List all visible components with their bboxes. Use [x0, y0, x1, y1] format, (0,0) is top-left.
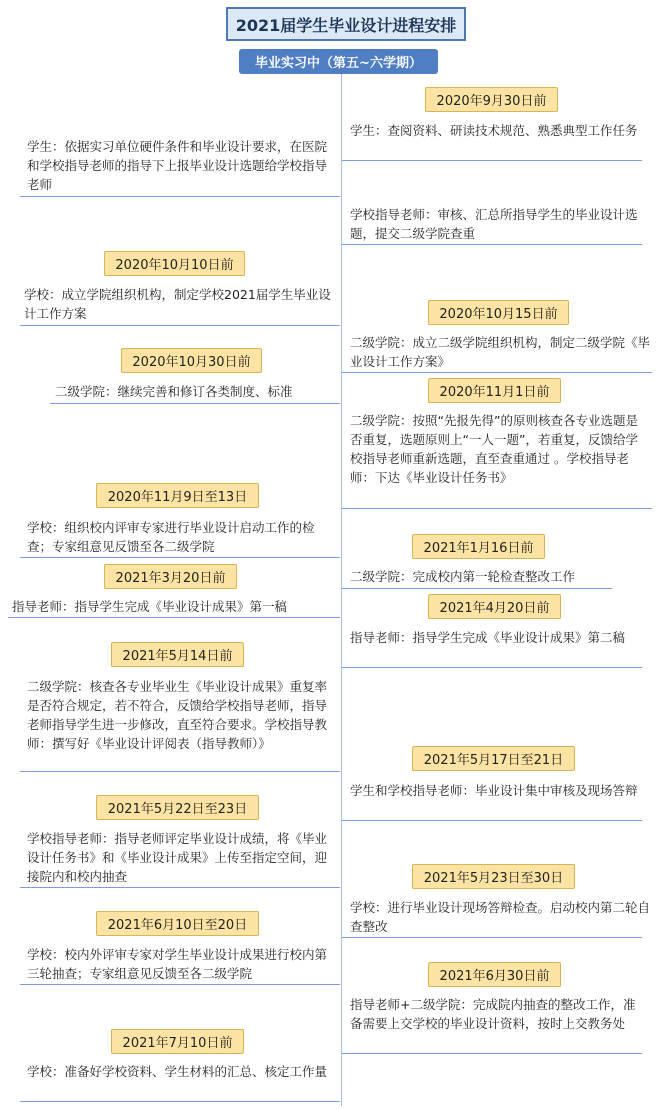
left-event-8-date: 2021年6月10日至20日: [96, 911, 259, 936]
left-event-9-date: 2021年7月10日前: [111, 1029, 244, 1054]
right-event-5-date: 2021年1月16日前: [412, 534, 545, 559]
right-event-1-date: 2020年9月30日前: [425, 87, 558, 112]
left-event-1-rule: [20, 196, 340, 197]
left-event-5-date: 2021年3月20日前: [104, 564, 237, 589]
right-event-8-date: 2021年5月23日至30日: [412, 864, 575, 889]
right-event-4-rule: [342, 508, 652, 509]
left-event-4-date: 2020年11月9日至13日: [96, 483, 259, 508]
right-event-6-date: 2021年4月20日前: [428, 594, 561, 619]
left-event-6-text: 二级学院：核查各专业毕业生《毕业设计成果》重复率是否符合规定，若不符合，反馈给学校指导老师，指导老师指导学生进一步修改，直至符合要求。学校指导教师：撰写好《毕业设计评阅表（指导教师）》: [27, 679, 328, 751]
left-event-8-rule: [20, 984, 340, 985]
right-event-9-date: 2021年6月30日前: [428, 962, 561, 987]
right-event-9-rule: [342, 1053, 642, 1054]
right-event-3-rule: [342, 372, 652, 373]
right-event-9-text: 指导老师+二级学院：完成院内抽查的整改工作，准备需要上交学校的毕业设计资料，按时上交教务处: [350, 997, 636, 1031]
right-event-2-text: 学校指导老师：审核、汇总所指导学生的毕业设计选题，提交二级学院查重: [350, 207, 638, 241]
phase-header: 毕业实习中（第五~六学期）: [239, 49, 438, 74]
left-event-8-text: 学校：校内外评审专家对学生毕业设计成果进行校内第三轮抽查；专家组意见反馈至各二级学院: [27, 947, 328, 981]
right-event-7-date: 2021年5月17日至21日: [412, 746, 575, 771]
page-title: 2021届学生毕业设计进程安排: [226, 7, 466, 41]
left-event-6-rule: [20, 771, 340, 772]
left-event-2-text: 学校：成立学院组织机构，制定学校2021届学生毕业设计工作方案: [24, 287, 331, 321]
right-event-5-rule: [342, 588, 612, 589]
left-event-2-date: 2020年10月10日前: [104, 251, 245, 276]
right-event-5-text: 二级学院：完成校内第一轮检查整改工作: [350, 569, 576, 584]
right-event-4-text: 二级学院：按照“先报先得”的原则核查各专业选题是否重复，选题原则上“一人一题”，若重复，反馈给学校指导老师重新选题，直至查重通过 。学校指导老师：下达《毕业设计任务书》: [350, 413, 638, 485]
left-event-7-rule: [20, 887, 340, 888]
left-event-3-text: 二级学院：继续完善和修订各类制度、标准: [55, 384, 293, 399]
right-event-4-date: 2020年11月1日前: [428, 378, 561, 403]
right-event-7-text: 学生和学校指导老师：毕业设计集中审核及现场答辩: [350, 783, 638, 798]
right-event-3-date: 2020年10月15日前: [428, 300, 569, 325]
left-event-4-text: 学校：组织校内评审专家进行毕业设计启动工作的检查；专家组意见反馈至各二级学院: [27, 520, 315, 554]
left-event-6-date: 2021年5月14日前: [111, 642, 244, 667]
left-event-9-rule: [20, 1101, 340, 1102]
right-event-1-text: 学生：查阅资料、研读技术规范、熟悉典型工作任务: [350, 123, 638, 138]
right-event-3-text: 二级学院：成立二级学院组织机构，制定二级学院《毕业设计工作方案》: [350, 335, 651, 369]
left-event-3-date: 2020年10月30日前: [121, 348, 262, 373]
right-event-6-text: 指导老师：指导学生完成《毕业设计成果》第二稿: [350, 630, 626, 645]
right-event-7-rule: [342, 820, 642, 821]
left-event-5-rule: [8, 617, 340, 618]
left-event-7-text: 学校指导老师：指导老师评定毕业设计成绩，将《毕业设计任务书》和《毕业设计成果》上传至指定空间，迎接院内和校内抽查: [27, 831, 328, 884]
right-event-6-rule: [342, 667, 642, 668]
left-event-1-text: 学生：依据实习单位硬件条件和毕业设计要求，在医院和学校指导老师的指导下上报毕业设计选题给学校指导老师: [27, 139, 328, 192]
right-event-2-rule: [342, 244, 642, 245]
left-event-4-rule: [20, 557, 340, 558]
right-event-1-rule: [342, 160, 642, 161]
left-event-3-rule: [50, 403, 340, 404]
left-event-9-text: 学校：准备好学校资料、学生材料的汇总、核定工作量: [27, 1064, 328, 1079]
right-event-8-rule: [342, 937, 642, 938]
right-event-8-text: 学校：进行毕业设计现场答辩检查。启动校内第二轮自查整改: [350, 900, 651, 934]
left-event-5-text: 指导老师：指导学生完成《毕业设计成果》第一稿: [12, 599, 288, 614]
left-event-2-rule: [20, 325, 340, 326]
timeline-axis: [341, 74, 342, 1106]
left-event-7-date: 2021年5月22日至23日: [96, 795, 259, 820]
